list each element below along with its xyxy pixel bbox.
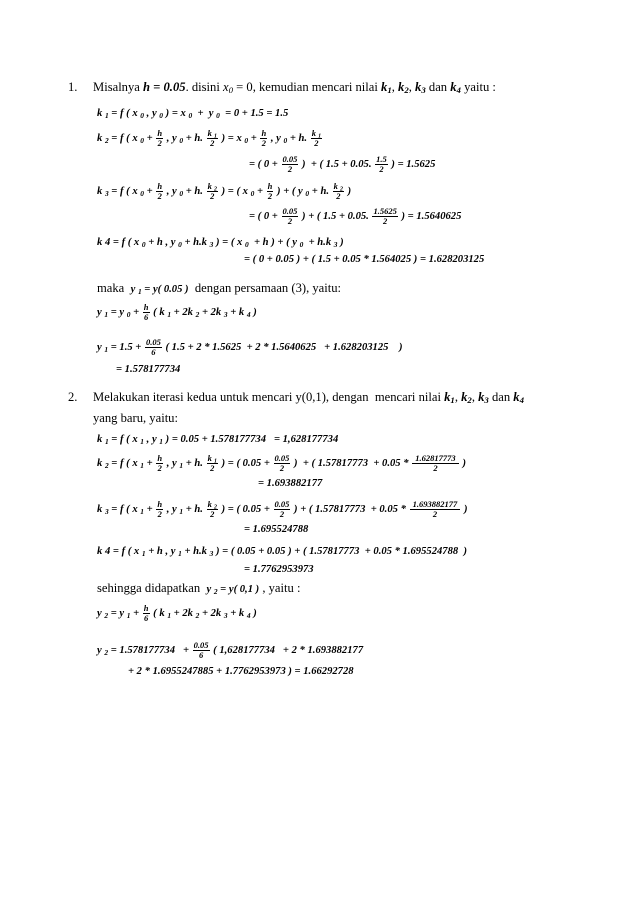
item-1-intro: Misalnya h = 0.05. disini $x_0 = 0$, kemudian mencari nilai $k_1$, $k_2$, $k_3$ dan $k_4$ yaitu :: [93, 80, 496, 96]
item-2-intro-line-a: Melakukan iterasi kedua untuk mencari y(0,1), dengan mencari nilai $k_1$, $k_2$, $k_3$ dan $k_4$: [93, 390, 524, 406]
item-1-number: 1.: [68, 80, 78, 94]
item-1-maka: maka y $_1$ = y( 0.05 ) dengan persamaan (3), yaitu:: [97, 281, 342, 296]
item-2-formula: y $_2$ = y $_1$ + $\frac{h}{6}$ ( k $_1$ + 2k $_2$ + 2k $_3$ + k $_4$ ): [97, 603, 257, 623]
item-1-formula: y $_1$ = y $_0$ + $\frac{h}{6}$ ( k $_1$ + 2k $_2$ + 2k $_3$ + k $_4$ ): [97, 302, 257, 322]
item-2-calculation-line-b: + 2 * 1.6955247885 + 1.7762953973 ) = 1.66292728: [128, 666, 354, 677]
item-2-intro-line-b: yang baru, yaitu:: [93, 411, 178, 425]
item-2-k3-value: = 1.695524788: [244, 524, 309, 535]
item-2-k4-equation: k 4 = f ( x $_1$ + h , y $_1$ + h.k $_3$ ) = ( 0.05 + 0.05 ) + ( 1.57817773 + 0.05 * 1.695524788 ): [97, 546, 468, 558]
item-2-number: 2.: [68, 390, 78, 404]
item-1-k3-equation: k $_3$ = f ( x $_0$ + $\frac{h}{2}$ , y $_0$ + h. $\frac{k _2}{2}$ ) = ( x $_0$ + $\frac{h}{2}$ ) + ( y $_0$ + h. $\frac{k _2}{2}$ ): [97, 181, 352, 201]
item-2-k4-value: = 1.7762953973: [244, 564, 314, 575]
item-1-calculation: y $_1$ = 1.5 + $\frac{0.05}{6}$ ( 1.5 + 2 * 1.5625 + 2 * 1.5640625 + 1.628203125 ): [97, 337, 403, 357]
item-2-k2-equation: k $_2$ = f ( x $_1$ + $\frac{h}{2}$ , y $_1$ + h. $\frac{k _1}{2}$ ) = ( 0.05 + $\frac{0.05}{2}$ ) + ( 1.57817773 + 0.05 * $\frac{1.62817773}{2}$ ): [97, 453, 466, 473]
item-1-k3-value: = ( 0 + $\frac{0.05}{2}$ ) + ( 1.5 + 0.05. $\frac{1.5625}{2}$ ) = 1.5640625: [249, 206, 462, 226]
item-2-k3-equation: k $_3$ = f ( x $_1$ + $\frac{h}{2}$ , y $_1$ + h. $\frac{k _2}{2}$ ) = ( 0.05 + $\frac{0.05}{2}$ ) + ( 1.57817773 + 0.05 * $\frac{1.693882177}{2}$ ): [97, 499, 468, 519]
item-1-result: = 1.578177734: [116, 364, 181, 375]
item-2-calculation-line-a: y $_2$ = 1.578177734 + $\frac{0.05}{6}$ ( 1,628177734 + 2 * 1.693882177: [97, 640, 364, 660]
item-1-k4-value: = ( 0 + 0.05 ) + ( 1.5 + 0.05 * 1.564025 ) = 1.628203125: [244, 254, 485, 265]
item-1-k2-value: = ( 0 + $\frac{0.05}{2}$ ) + ( 1.5 + 0.05. $\frac{1.5}{2}$ ) = 1.5625: [249, 154, 436, 174]
item-1-k2-equation: k $_2$ = f ( x $_0$ + $\frac{h}{2}$ , y $_0$ + h. $\frac{k _1}{2}$ ) = x $_0$ + $\frac{h}{2}$ , y $_0$ + h. $\frac{k _1}{2}$: [97, 128, 322, 148]
item-2-sehingga: sehingga didapatkan y $_2$ = y( 0,1 ) , yaitu :: [97, 581, 301, 596]
item-1-k4-equation: k 4 = f ( x $_0$ + h , y $_0$ + h.k $_3$ ) = ( x $_0$ + h ) + ( y $_0$ + h.k $_3$ ): [97, 237, 344, 249]
item-2-k1-equation: k $_1$ = f ( x $_1$ , y $_1$ ) = 0.05 + 1.578177734 = 1,628177734: [97, 434, 339, 446]
item-2-k2-value: = 1.693882177: [258, 478, 323, 489]
item-1-k1-equation: k $_1$ = f ( x $_0$ , y $_0$ ) = x $_0$ + y $_0$ = 0 + 1.5 = 1.5: [97, 108, 289, 120]
